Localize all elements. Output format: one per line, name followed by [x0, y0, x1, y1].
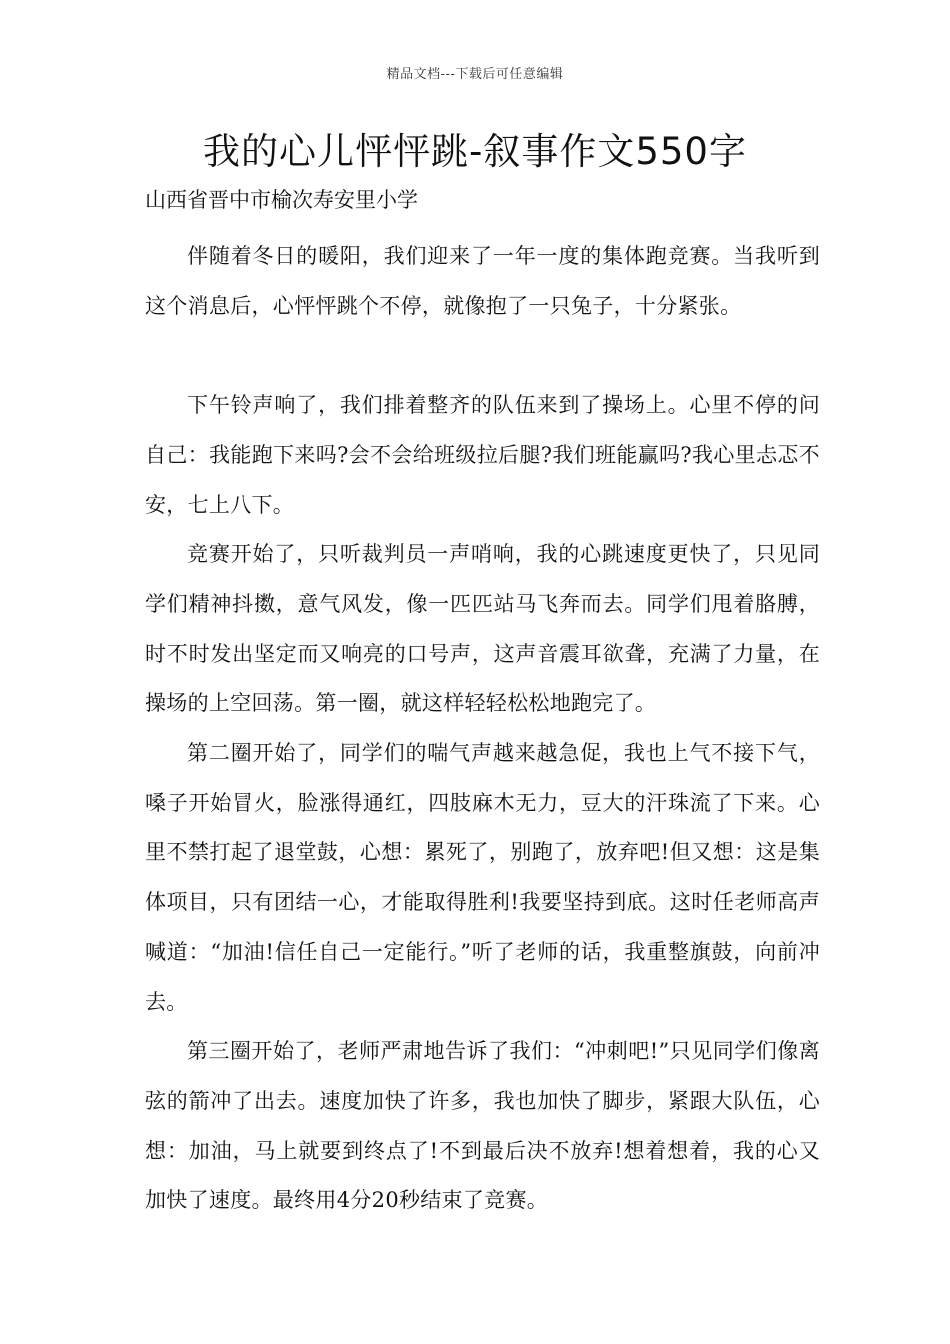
header-note: 精品文档---下载后可任意编辑 [386, 67, 564, 82]
paragraph-4: 第二圈开始了，同学们的喘气声越来越急促，我也上气不接下气，嗓子开始冒火，脸涨得通红，四肢麻木无力，豆大的汗珠流了下来。心里不禁打起了退堂鼓，心想：累死了，别跑了，放弃吧!但又想：这是集体项目，只有团结一心，才能取得胜利!我要坚持到底。这时任老师高声喊道：“加油!信任自己一定能行。”听了老师的话，我重整旗鼓，向前冲去。 [145, 741, 820, 1014]
paragraph-2: 下午铃声响了，我们排着整齐的队伍来到了操场上。心里不停的问自己：我能跑下来吗?会不会给班级拉后腿?我们班能赢吗?我心里忐忑不安，七上八下。 [145, 393, 820, 517]
school-name: 山西省晋中市榆次寿安里小学 [145, 188, 418, 212]
paragraph-5: 第三圈开始了，老师严肃地告诉了我们：“冲刺吧!”只见同学们像离弦的箭冲了出去。速度加快了许多，我也加快了脚步，紧跟大队伍，心想：加油，马上就要到终点了!不到最后决不放弃!想着想着，我的心又加快了速度。最终用4分20秒结束了竞赛。 [145, 1039, 820, 1213]
paragraph-3: 竞赛开始了，只听裁判员一声哨响，我的心跳速度更快了，只见同学们精神抖擞，意气风发，像一匹匹站马飞奔而去。同学们甩着胳膊，时不时发出坚定而又响亮的口号声，这声音震耳欲聋，充满了力量，在操场的上空回荡。第一圈，就这样轻轻松松地跑完了。 [145, 542, 820, 716]
essay-body [145, 232, 820, 1226]
document-title: 我的心儿怦怦跳-叙事作文550字 [203, 130, 747, 173]
paragraph-1: 伴随着冬日的暖阳，我们迎来了一年一度的集体跑竞赛。当我听到这个消息后，心怦怦跳个不停，就像抱了一只兔子，十分紧张。 [145, 244, 820, 318]
